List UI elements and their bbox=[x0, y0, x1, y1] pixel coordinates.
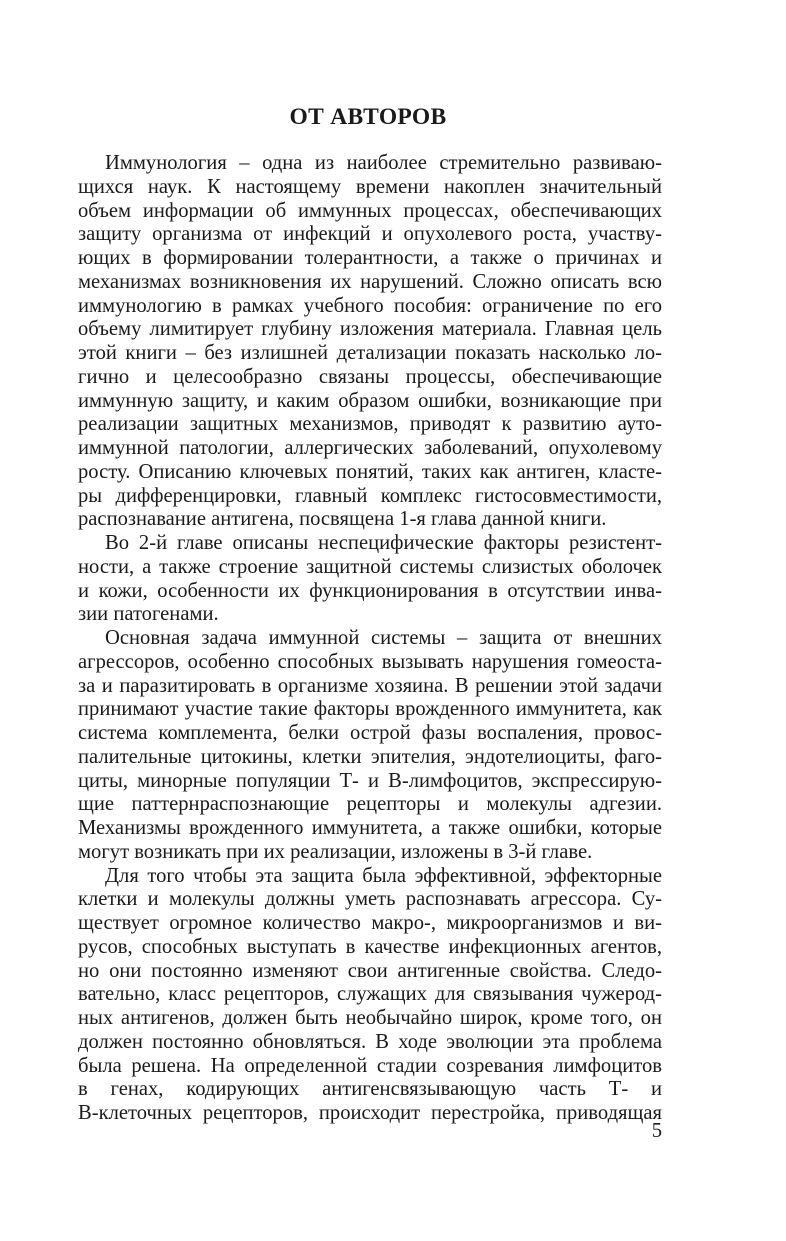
paragraph-4-line-1: Для того чтобы эта защита была эффективной, эффекторные bbox=[105, 864, 662, 887]
paragraph-3-line-2: агрессоров, особенно способных вызывать нарушения гомеоста- bbox=[78, 650, 662, 673]
paragraph-3-line-1: Основная задача иммунной системы – защита от внешних bbox=[105, 627, 662, 649]
page-title: ОТ АВТОРОВ bbox=[289, 104, 447, 130]
paragraph-3-line-10: могут возникать при их реализации, изложены в 3-й главе. bbox=[78, 840, 593, 863]
paragraph-3-line-9: Механизмы врожденного иммунитета, а также ошибки, которые bbox=[78, 817, 662, 839]
paragraph-4-line-10: в генах, кодирующих антигенсвязывающую часть Т- и bbox=[78, 1078, 662, 1101]
paragraph-1-line-14: росту. Описанию ключевых понятий, таких как антиген, класте- bbox=[78, 460, 662, 483]
paragraph-1-line-2: щихся наук. К настоящему времени накоплен значительный bbox=[78, 175, 662, 198]
page-number: 5 bbox=[651, 1120, 662, 1142]
paragraph-1-line-9: этой книги – без излишней детализации показать насколько ло- bbox=[78, 342, 662, 364]
paragraph-3-line-8: щие паттернраспознающие рецепторы и молекулы адгезии. bbox=[78, 793, 662, 816]
paragraph-4-line-5: но они постоянно изменяют свои антигенные свойства. Следо- bbox=[78, 959, 662, 982]
paragraph-3-line-5: система комплемента, белки острой фазы воспаления, провос- bbox=[78, 722, 662, 744]
paragraph-1-line-12: реализации защитных механизмов, приводят к развитию ауто- bbox=[78, 413, 662, 436]
paragraph-4-line-7: ных антигенов, должен быть необычайно широк, кроме того, он bbox=[78, 1007, 662, 1029]
paragraph-2-line-2: ности, а также строение защитной системы слизистых оболочек bbox=[78, 555, 662, 578]
paragraph-1-line-15: ры дифференцировки, главный комплекс гистосовместимости, bbox=[78, 484, 662, 507]
paragraph-4-line-8: должен постоянно обновляться. В ходе эволюции эта проблема bbox=[78, 1030, 662, 1053]
paragraph-3-line-3: за и паразитировать в организме хозяина. В решении этой задачи bbox=[78, 674, 662, 697]
paragraph-1-line-3: объем информации об иммунных процессах, обеспечивающих bbox=[78, 199, 662, 222]
paragraph-3-line-6: палительные цитокины, клетки эпителия, эндотелиоциты, фаго- bbox=[78, 745, 662, 768]
paragraph-3-line-7: циты, минорные популяции Т- и В-лимфоцитов, экспрессирую- bbox=[78, 769, 662, 792]
paragraph-4-line-9: была решена. На определенной стадии созревания лимфоцитов bbox=[78, 1054, 662, 1077]
paragraph-2-line-3: и кожи, особенности их функционирования в отсутствии инва- bbox=[78, 579, 662, 602]
paragraph-2-line-4: зии патогенами. bbox=[78, 603, 219, 626]
paragraph-1-line-13: иммунной патологии, аллергических заболеваний, опухолевому bbox=[78, 437, 662, 459]
paragraph-1-line-8: объему лимитирует глубину изложения материала. Главная цель bbox=[78, 318, 662, 341]
paragraph-1-line-5: ющих в формировании толерантности, а также о причинах и bbox=[78, 247, 662, 269]
body-text bbox=[78, 152, 662, 1126]
paragraph-1-line-10: гично и целесообразно связаны процессы, обеспечивающие bbox=[78, 365, 662, 388]
paragraph-1-line-1: Иммунология – одна из наиболее стремительно развиваю- bbox=[105, 152, 662, 174]
paragraph-1-line-7: иммунологию в рамках учебного пособия: ограничение по его bbox=[78, 294, 662, 317]
paragraph-1-line-6: механизмах возникновения их нарушений. Сложно описать всю bbox=[78, 270, 662, 293]
paragraph-4-line-11: В-клеточных рецепторов, происходит перестройка, приводящая bbox=[78, 1102, 662, 1124]
paragraph-3-line-4: принимают участие такие факторы врожденного иммунитета, как bbox=[78, 698, 662, 721]
paragraph-4-line-6: вательно, класс рецепторов, служащих для связывания чужерод- bbox=[78, 983, 662, 1006]
paragraph-4-line-2: клетки и молекулы должны уметь распознавать агрессора. Су- bbox=[78, 888, 662, 911]
paragraph-1-line-16: распознавание антигена, посвящена 1-я глава данной книги. bbox=[78, 508, 607, 531]
paragraph-4-line-3: ществует огромное количество макро-, микроорганизмов и ви- bbox=[78, 912, 662, 934]
paragraph-2-line-1: Во 2-й главе описаны неспецифические факторы резистент- bbox=[105, 532, 662, 554]
paragraph-1-line-4: защиту организма от инфекций и опухолевого роста, участву- bbox=[78, 223, 662, 246]
paragraph-4-line-4: русов, способных выступать в качестве инфекционных агентов, bbox=[78, 935, 662, 958]
paragraph-1-line-11: иммунную защиту, и каким образом ошибки, возникающие при bbox=[78, 389, 662, 412]
